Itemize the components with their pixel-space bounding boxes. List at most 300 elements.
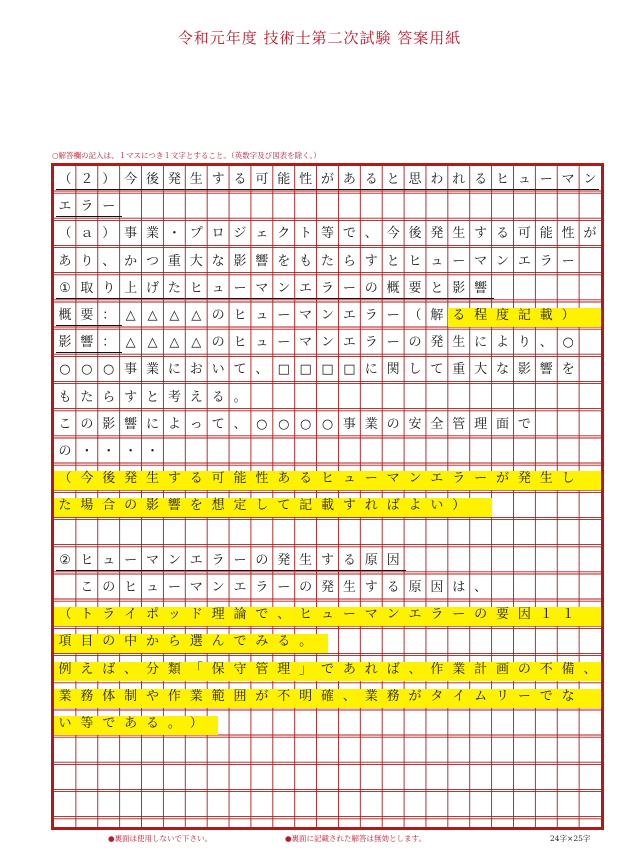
- grid-char: ○: [299, 416, 312, 432]
- answer-row[interactable]: [54, 547, 601, 574]
- answer-row[interactable]: [54, 601, 601, 628]
- grid-char: 概: [386, 280, 400, 296]
- grid-char: ヒ: [408, 253, 422, 269]
- grid-char: 概: [58, 308, 72, 323]
- grid-char: す: [474, 226, 488, 242]
- grid-char: 発: [124, 471, 138, 487]
- grid-char: 事: [124, 362, 138, 378]
- grid-char: 今: [386, 226, 400, 242]
- grid-char: 生: [539, 471, 553, 487]
- answer-row[interactable]: [54, 792, 601, 819]
- grid-char: ュ: [320, 607, 334, 623]
- grid-char: ー: [517, 688, 531, 704]
- grid-char: の: [102, 634, 116, 650]
- grid-char: ー: [386, 308, 400, 323]
- grid-char: ー: [102, 199, 116, 215]
- grid-char: れ: [452, 172, 466, 187]
- answer-row[interactable]: [54, 574, 601, 601]
- grid-char: ン: [167, 552, 181, 568]
- grid-char: ー: [342, 280, 356, 296]
- grid-char: 。: [299, 634, 313, 650]
- grid-char: お: [189, 362, 203, 378]
- grid-char: よ: [167, 416, 181, 432]
- grid-char: す: [124, 389, 138, 405]
- grid-char: ラ: [364, 308, 378, 323]
- grid-char: 記: [299, 498, 313, 514]
- grid-char: ○: [256, 416, 268, 432]
- grid-char: マ: [145, 552, 159, 568]
- grid-char: ヒ: [233, 335, 247, 351]
- grid-char: 制: [124, 688, 138, 704]
- grid-char: ラ: [539, 253, 553, 269]
- grid-char: ク: [277, 226, 291, 242]
- grid-char: 重: [452, 362, 466, 378]
- grid-char: 発: [517, 471, 531, 487]
- grid-char: 守: [233, 661, 247, 677]
- grid-char: え: [80, 661, 94, 677]
- grid-char: が: [583, 226, 597, 242]
- grid-char: 、: [408, 661, 422, 677]
- grid-char: す: [364, 253, 378, 269]
- answer-row[interactable]: [54, 656, 601, 683]
- grid-char: か: [145, 634, 159, 650]
- grid-char: す: [167, 471, 181, 487]
- grid-char: の: [517, 661, 531, 677]
- grid-char: と: [386, 253, 400, 269]
- grid-char: 、: [583, 661, 597, 677]
- grid-char: ヒ: [320, 471, 334, 487]
- grid-char: □: [343, 362, 356, 378]
- grid-char: 響: [167, 498, 181, 514]
- grid-char: プ: [189, 226, 203, 242]
- grid-char: リ: [496, 688, 510, 704]
- grid-char: ○: [562, 335, 574, 351]
- grid-char: 業: [58, 688, 72, 704]
- grid-char: あ: [124, 716, 138, 731]
- grid-char: マ: [474, 253, 488, 269]
- grid-char: 。: [233, 389, 247, 405]
- grid-char: か: [124, 253, 138, 269]
- answer-row[interactable]: [54, 166, 601, 193]
- grid-char: ン: [583, 172, 597, 187]
- grid-char: 生: [145, 471, 159, 487]
- grid-char: （: [58, 607, 72, 623]
- grid-char: ー: [124, 552, 138, 568]
- grid-char: す: [342, 498, 356, 514]
- grid-char: な: [496, 362, 510, 378]
- grid-char: え: [189, 389, 203, 405]
- grid-char: 発: [320, 580, 334, 595]
- grid-char: で: [342, 226, 356, 242]
- answer-row[interactable]: [54, 302, 601, 329]
- grid-char: 事: [124, 226, 138, 242]
- grid-char: 解: [430, 308, 444, 323]
- grid-char: と: [386, 172, 400, 187]
- grid-char: ）: [102, 172, 116, 187]
- grid-char: す: [364, 580, 378, 595]
- grid-char: 等: [80, 716, 94, 731]
- grid-char: し: [255, 498, 269, 514]
- answer-row[interactable]: [54, 356, 601, 383]
- grid-char: 大: [189, 253, 203, 269]
- grid-char: す: [211, 172, 225, 187]
- grid-char: ａ: [80, 226, 94, 242]
- answer-row[interactable]: [54, 329, 601, 356]
- grid-char: エ: [58, 199, 72, 215]
- grid-char: 論: [233, 607, 247, 623]
- grid-char: 選: [189, 634, 203, 650]
- grid-char: ば: [386, 498, 400, 514]
- grid-char: よ: [496, 335, 510, 351]
- grid-char: も: [299, 253, 313, 269]
- grid-char: ラ: [452, 471, 466, 487]
- grid-char: 後: [145, 172, 159, 187]
- grid-char: 備: [561, 661, 575, 677]
- grid-char: 、: [364, 226, 378, 242]
- label-underline: [56, 325, 122, 326]
- grid-char: イ: [124, 607, 138, 623]
- grid-char: 作: [167, 688, 181, 704]
- answer-row[interactable]: [54, 411, 601, 438]
- grid-char: に: [364, 362, 378, 378]
- grid-char: 。: [167, 716, 181, 731]
- answer-row[interactable]: [54, 710, 601, 737]
- grid-char: [54, 578, 76, 598]
- grid-char: 影: [102, 416, 116, 432]
- grid-char: 保: [211, 661, 225, 677]
- grid-char: 例: [58, 661, 72, 677]
- grid-char: （: [408, 308, 422, 323]
- grid-char: ラ: [102, 607, 116, 623]
- grid-char: ー: [474, 471, 488, 487]
- grid-char: ○: [81, 362, 93, 378]
- grid-char: ジ: [233, 226, 247, 242]
- grid-char: れ: [364, 498, 378, 514]
- grid-char: ン: [320, 308, 334, 323]
- grid-char: 定: [233, 498, 247, 514]
- grid-char: 体: [102, 688, 116, 704]
- grid-char: 発: [430, 335, 444, 351]
- grid-char: 囲: [233, 688, 247, 704]
- answer-row[interactable]: [54, 520, 601, 547]
- grid-char: 業: [452, 661, 466, 677]
- grid-char: ン: [408, 471, 422, 487]
- grid-char: 要: [408, 280, 422, 296]
- grid-char: 、: [255, 362, 269, 378]
- grid-char: の: [124, 498, 138, 514]
- grid-char: ラ: [364, 335, 378, 351]
- grid-char: 重: [167, 253, 181, 269]
- grid-char: タ: [430, 688, 444, 704]
- grid-char: あ: [58, 253, 72, 269]
- grid-char: 業: [145, 226, 159, 242]
- grid-char: で: [255, 607, 269, 623]
- grid-char: （: [58, 226, 72, 242]
- grid-char: れ: [364, 661, 378, 677]
- grid-char: マ: [364, 607, 378, 623]
- grid-char: ー: [539, 172, 553, 187]
- grid-char: ○: [321, 416, 334, 432]
- grid-char: ヒ: [189, 280, 203, 296]
- grid-char: の: [211, 335, 225, 351]
- grid-char: ー: [364, 471, 378, 487]
- grid-char: み: [255, 634, 269, 650]
- grid-char: ヒ: [299, 607, 313, 623]
- answer-row[interactable]: [54, 683, 601, 710]
- footer-note-back-unused: ●裏面は使用しないで下さい。: [108, 834, 213, 843]
- grid-char: エ: [342, 335, 356, 351]
- grid-char: ム: [474, 688, 488, 704]
- grid-char: 項: [58, 634, 72, 650]
- grid-char: る: [386, 580, 400, 595]
- grid-char: ）: [102, 226, 116, 242]
- grid-char: 不: [539, 661, 553, 677]
- grid-char: 」: [299, 661, 313, 677]
- grid-char: 載: [539, 308, 553, 323]
- grid-char: マ: [299, 335, 313, 351]
- grid-char: △: [169, 335, 180, 351]
- answer-row[interactable]: [54, 438, 601, 465]
- grid-char: ン: [320, 335, 334, 351]
- grid-char: 管: [255, 661, 269, 677]
- grid-char: ュ: [430, 253, 444, 269]
- grid-char: の: [255, 552, 269, 568]
- grid-char: ○: [103, 362, 115, 378]
- grid-char: ュ: [145, 580, 159, 595]
- grid-char: て: [233, 362, 247, 378]
- grid-char: ラ: [430, 607, 444, 623]
- grid-char: 確: [320, 688, 334, 704]
- grid-char: ん: [211, 634, 225, 650]
- grid-char: 、: [539, 335, 553, 351]
- answer-sheet[interactable]: [51, 163, 604, 830]
- grid-char: 管: [452, 416, 466, 432]
- grid-char: 業: [189, 688, 203, 704]
- grid-char: ポ: [145, 607, 159, 623]
- grid-char: 響: [124, 416, 138, 432]
- grid-char: で: [233, 634, 247, 650]
- grid-char: や: [145, 688, 159, 704]
- grid-char: 原: [364, 552, 378, 568]
- grid-char: ・: [145, 444, 159, 459]
- answer-row[interactable]: [54, 492, 601, 519]
- grid-char: 能: [233, 471, 247, 487]
- grid-char: こ: [58, 416, 72, 432]
- grid-char: に: [167, 362, 181, 378]
- grid-char: （: [58, 471, 72, 487]
- grid-char: 今: [124, 172, 138, 187]
- grid-char: を: [277, 253, 291, 269]
- grid-char: 場: [80, 498, 94, 514]
- grid-char: の: [408, 335, 422, 351]
- grid-char: る: [299, 471, 313, 487]
- grid-char: ラ: [211, 552, 225, 568]
- grid-char: わ: [430, 172, 444, 187]
- grid-char: 業: [364, 688, 378, 704]
- page-title: 令和元年度 技術士第二次試験 答案用紙: [177, 29, 462, 47]
- answer-row[interactable]: [54, 193, 601, 220]
- grid-char: 、: [474, 580, 488, 595]
- grid-char: い: [211, 362, 225, 378]
- grid-char: ・: [80, 444, 94, 459]
- grid-char: ェ: [255, 226, 269, 242]
- grid-char: ュ: [211, 280, 225, 296]
- grid-char: ト: [299, 226, 313, 242]
- grid-char: 業: [364, 416, 378, 432]
- grid-char: ン: [277, 280, 291, 296]
- answer-row[interactable]: [54, 465, 601, 492]
- grid-char: ュ: [255, 308, 269, 323]
- grid-char: ②: [59, 552, 71, 568]
- grid-char: 影: [452, 280, 466, 296]
- grid-char: ）: [189, 716, 203, 731]
- grid-char: ら: [102, 389, 116, 405]
- grid-char: 性: [255, 471, 269, 487]
- grid-char: の: [474, 607, 488, 623]
- grid-char: エ: [408, 607, 422, 623]
- grid-char: ー: [277, 308, 291, 323]
- grid-char: ー: [277, 580, 291, 595]
- grid-char: こ: [80, 580, 94, 595]
- grid-char: 響: [539, 362, 553, 378]
- grid-char: □: [321, 362, 334, 378]
- grid-char: 因: [517, 607, 531, 623]
- grid-char: △: [169, 308, 180, 323]
- grid-char: 考: [167, 389, 181, 405]
- answer-row[interactable]: [54, 275, 601, 302]
- grid-char: ○: [278, 416, 290, 432]
- grid-char: 生: [342, 580, 356, 595]
- grid-char: △: [191, 335, 202, 351]
- grid-char: ー: [167, 580, 181, 595]
- grid-char: 度: [496, 308, 510, 323]
- grid-char: で: [320, 661, 334, 677]
- grid-char: 要: [496, 607, 510, 623]
- grid-char: ①: [59, 280, 71, 296]
- grid-char: 今: [80, 471, 94, 487]
- answer-row[interactable]: [54, 384, 601, 411]
- answer-row[interactable]: [54, 819, 601, 830]
- grid-char: 、: [102, 253, 116, 269]
- grid-char: ：: [102, 308, 116, 323]
- grid-char: 理: [474, 416, 488, 432]
- grid-char: と: [430, 280, 444, 296]
- grid-char: 影: [233, 253, 247, 269]
- grid-char: エ: [189, 552, 203, 568]
- grid-char: 務: [386, 688, 400, 704]
- grid-char: ー: [233, 552, 247, 568]
- grid-char: 業: [145, 362, 159, 378]
- grid-char: ン: [386, 607, 400, 623]
- grid-char: る: [364, 172, 378, 187]
- grid-char: が: [255, 688, 269, 704]
- grid-char: 後: [408, 226, 422, 242]
- grid-char: 明: [299, 688, 313, 704]
- grid-char: 発: [277, 552, 291, 568]
- grid-char: （: [58, 172, 72, 187]
- grid-char: 、: [277, 607, 291, 623]
- grid-char: で: [102, 716, 116, 731]
- grid-char: 分: [145, 661, 159, 677]
- grid-char: ュ: [102, 552, 116, 568]
- answer-row[interactable]: [54, 220, 601, 247]
- grid-char: ば: [102, 661, 116, 677]
- grid-char: の: [80, 416, 94, 432]
- grid-char: 程: [474, 308, 488, 323]
- grid-char: あ: [342, 661, 356, 677]
- grid-char: り: [102, 280, 116, 296]
- grid-char: も: [58, 389, 72, 405]
- grid-char: △: [125, 308, 136, 323]
- grid-char: 合: [102, 498, 116, 514]
- answer-row[interactable]: [54, 737, 601, 764]
- grid-char: 関: [386, 362, 400, 378]
- grid-char: る: [496, 226, 510, 242]
- grid-char: ヒ: [233, 308, 247, 323]
- grid-char: ら: [342, 253, 356, 269]
- footer-size-label: 24字×25字: [550, 834, 591, 843]
- grid-char: 要: [80, 308, 94, 323]
- grid-char: ロ: [211, 226, 225, 242]
- grid-char: 影: [517, 362, 531, 378]
- grid-char: ヒ: [124, 580, 138, 595]
- grid-char: ュ: [517, 172, 531, 187]
- grid-char: 生: [189, 172, 203, 187]
- grid-char: が: [320, 172, 334, 187]
- grid-char: て: [211, 416, 225, 432]
- grid-char: っ: [189, 416, 203, 432]
- grid-char: 大: [474, 362, 488, 378]
- grid-char: は: [452, 580, 466, 595]
- grid-char: マ: [561, 172, 575, 187]
- grid-char: あ: [277, 471, 291, 487]
- grid-char: を: [189, 498, 203, 514]
- grid-char: 発: [167, 172, 181, 187]
- grid-char: ヒ: [80, 552, 94, 568]
- grid-char: 因: [430, 580, 444, 595]
- answer-row[interactable]: [54, 248, 601, 275]
- grid-char: を: [561, 362, 575, 378]
- grid-char: 可: [255, 172, 269, 187]
- grid-char: ・: [167, 226, 181, 242]
- grid-char: る: [277, 634, 291, 650]
- grid-char: り: [517, 335, 531, 351]
- answer-row[interactable]: [54, 764, 601, 791]
- grid-char: ー: [386, 335, 400, 351]
- grid-char: す: [320, 552, 334, 568]
- grid-char: 、: [233, 416, 247, 432]
- grid-char: ）: [452, 498, 466, 514]
- grid-char: る: [452, 308, 466, 323]
- grid-char: ラ: [255, 580, 269, 595]
- grid-char: る: [189, 471, 203, 487]
- instruction-note: ○解答欄の記入は、１マスにつき１文字とすること。（英数字及び図表を除く。）: [52, 151, 321, 160]
- grid-char: で: [539, 688, 553, 704]
- grid-char: に: [145, 416, 159, 432]
- grid-char: △: [191, 308, 202, 323]
- grid-char: ド: [189, 607, 203, 623]
- grid-char: 取: [80, 280, 94, 296]
- grid-char: ー: [452, 607, 466, 623]
- grid-char: ・: [102, 444, 116, 459]
- grid-char: 響: [80, 335, 94, 351]
- answer-row[interactable]: [54, 628, 601, 655]
- grid-char: 発: [430, 226, 444, 242]
- grid-char: で: [517, 416, 531, 432]
- grid-char: 可: [211, 471, 225, 487]
- grid-char: 生: [452, 226, 466, 242]
- grid-char: い: [58, 716, 72, 731]
